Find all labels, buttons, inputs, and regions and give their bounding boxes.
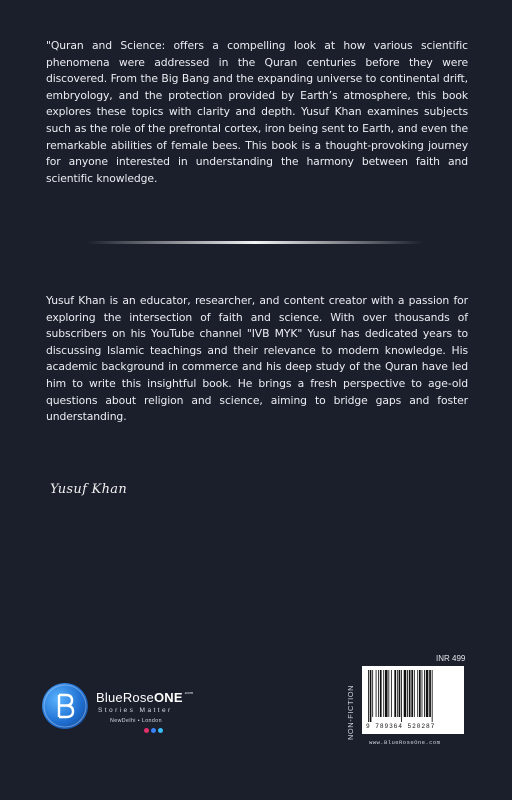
barcode-bar bbox=[414, 670, 415, 717]
barcode-bar bbox=[399, 670, 401, 717]
barcode-bar bbox=[417, 670, 418, 717]
barcode-bar bbox=[432, 670, 433, 722]
author-signature: Yusuf Khan bbox=[50, 482, 128, 497]
barcode-bar bbox=[378, 670, 379, 717]
barcode-bars bbox=[366, 670, 460, 722]
barcode-bar bbox=[424, 670, 425, 717]
barcode-bar bbox=[380, 670, 382, 717]
book-blurb: "Quran and Science: offers a compelling look at how various scientific phenomena were addressed in the Quran centuries before they were discovered. From the Big Bang and the expanding universe to continental drift, embryology, and the protection provided by Earth’s atmosphere, this book explores these topics with clarity and depth. Yusuf Khan examines subjects such as the role of the prefrontal cortex, iron being sent to Earth, and even the remarkable abilities of female bees. This book is a thought-provoking journey for anyone interested in understanding the harmony between faith and scientific knowledge. bbox=[46, 39, 468, 185]
barcode-bar bbox=[422, 670, 423, 717]
barcode-bar bbox=[409, 670, 411, 717]
twitter-icon bbox=[158, 728, 163, 733]
publisher-cities: NewDelhi • London bbox=[110, 718, 162, 724]
barcode-bar bbox=[397, 670, 398, 717]
barcode-bar bbox=[385, 670, 388, 717]
barcode-bar bbox=[370, 670, 372, 722]
genre-label: NON-FICTION bbox=[346, 684, 355, 740]
instagram-icon bbox=[144, 728, 149, 733]
publisher-tagline: Stories Matter bbox=[98, 707, 173, 714]
barcode-bar bbox=[404, 670, 407, 717]
barcode-bar bbox=[376, 670, 377, 717]
publisher-website: www.BlueRoseOne.com bbox=[369, 739, 441, 746]
barcode-bar bbox=[429, 670, 431, 717]
barcode-bar bbox=[383, 670, 384, 717]
price-label: INR 499 bbox=[436, 654, 466, 663]
isbn-barcode bbox=[362, 666, 464, 734]
facebook-icon bbox=[151, 728, 156, 733]
barcode-bar bbox=[401, 670, 402, 722]
barcode-bar bbox=[411, 670, 413, 717]
publisher-name: BlueRoseONE$^{.com}$ bbox=[96, 690, 194, 705]
social-icons bbox=[144, 728, 163, 733]
barcode-bar bbox=[372, 670, 373, 717]
section-divider bbox=[86, 241, 424, 244]
barcode-bar bbox=[426, 670, 429, 717]
barcode-bar bbox=[368, 670, 369, 722]
barcode-bar bbox=[388, 670, 389, 717]
barcode-bar bbox=[391, 670, 392, 717]
barcode-bar bbox=[394, 670, 396, 717]
isbn-digits: 9 789364 520287 bbox=[366, 723, 436, 730]
publisher-logo bbox=[42, 683, 222, 743]
author-bio: Yusuf Khan is an educator, researcher, and content creator with a passion for exploring the intersection of faith and science. With over thousands of subscribers on his YouTube channel "IVB MYK" Yusuf has dedicated years to discussing Islamic teachings and their relevance to modern knowledge. His academic background in commerce and his deep study of the Quran have led him to write this insightful book. He brings a fresh perspective to age-old questions about religion and science, aiming to bridge gaps and foster understanding. bbox=[46, 294, 468, 424]
barcode-bar bbox=[407, 670, 408, 717]
bluerose-logo-icon bbox=[42, 683, 88, 729]
barcode-bar bbox=[419, 670, 421, 717]
